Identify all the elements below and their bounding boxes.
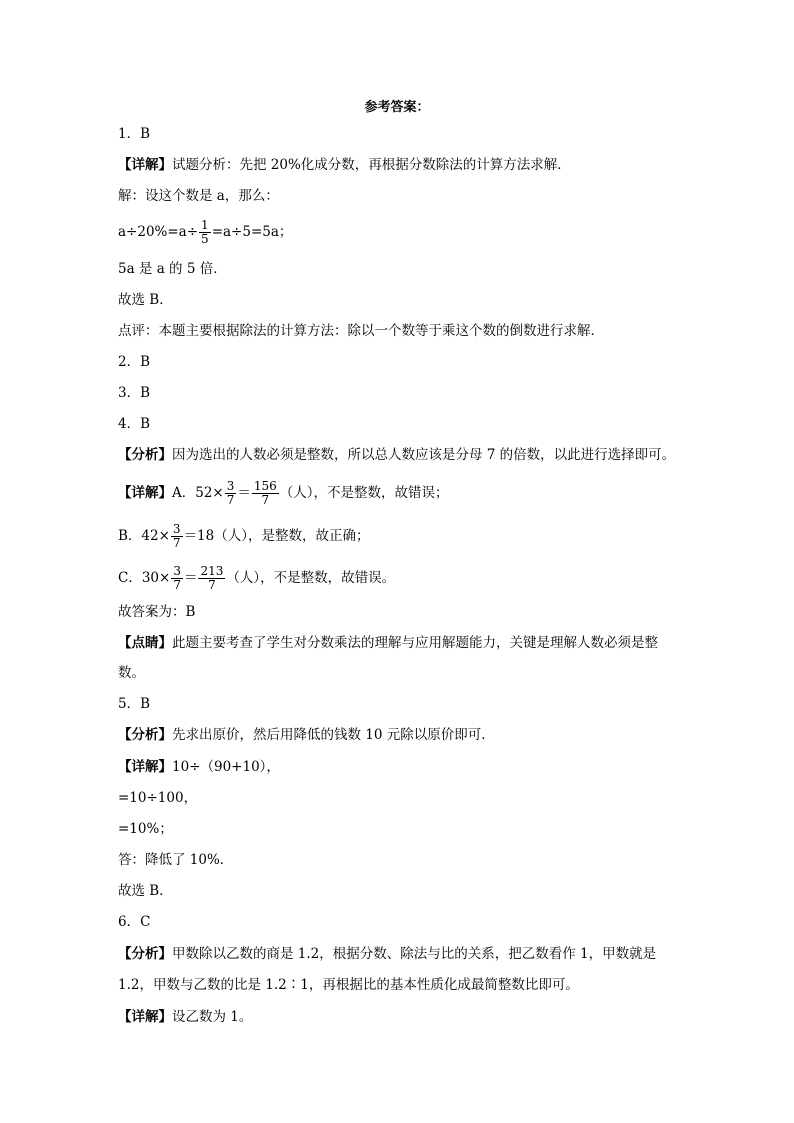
q2-answer: 2．B	[118, 354, 151, 370]
q6-detail-tag: 【详解】	[118, 1009, 172, 1025]
q5-analysis	[118, 725, 495, 745]
q4-review-cont: 数。	[118, 665, 145, 681]
q4-c-f1-den: 7	[173, 578, 181, 592]
q5-reply: 答：降低了 10%．	[118, 852, 234, 868]
q4-a-f2-num: 156	[253, 479, 277, 493]
q4-analysis	[118, 445, 675, 465]
q5-analysis-tag: 【分析】	[118, 727, 172, 743]
q4-c-eq: ＝	[183, 570, 198, 586]
q1-comment: 点评：本题主要根据除法的计算方法：除以一个数等于乘这个数的倒数进行求解．	[118, 323, 604, 339]
q4-c-f1-num: 3	[173, 564, 181, 578]
q4-c-suffix: （人），不是整数，故错误。	[226, 570, 396, 586]
q4-b-f1-den: 7	[172, 536, 181, 550]
q5-answer: 5．B	[118, 696, 151, 712]
q4-c-f2-num: 213	[200, 564, 224, 578]
q4-review-tag: 【点睛】	[118, 635, 172, 651]
q1-detail-text: 试题分析：先把 20%化成分数，再根据分数除法的计算方法求解．	[172, 157, 571, 173]
q4-review	[118, 633, 658, 653]
q4-review-text-1: 此题主要考查了学生对分数乘法的理解与应用解题能力，关键是理解人数必须是整	[172, 635, 658, 651]
q4-option-b	[118, 523, 370, 550]
q4-b-prefix: B．42×	[118, 528, 170, 544]
q4-c-fraction-2	[198, 565, 225, 592]
q5-step-1: =10÷100，	[118, 790, 198, 806]
q4-c-prefix: C．30×	[118, 570, 171, 586]
q4-a-f2-den: 7	[261, 493, 270, 507]
q5-choose: 故选 B．	[118, 883, 173, 899]
q4-option-c	[118, 565, 395, 592]
q4-final: 故答案为：B	[118, 604, 196, 620]
q1-choose: 故选 B．	[118, 292, 173, 308]
q4-a-fraction-1	[225, 480, 237, 507]
q1-eq-right: =a÷5=5a；	[211, 224, 293, 240]
q4-b-f1-num: 3	[172, 522, 181, 536]
q4-b-fraction	[171, 523, 183, 550]
q1-equation	[118, 219, 292, 246]
q5-step-2: =10%；	[118, 821, 173, 837]
q4-a-f1-den: 7	[226, 493, 235, 507]
q4-a-eq: ＝	[237, 485, 251, 501]
q5-analysis-text: 先求出原价，然后用降低的钱数 10 元除以原价即可．	[172, 727, 495, 743]
q1-eq-left: a÷20%=a÷	[118, 224, 199, 240]
q4-analysis-text: 因为选出的人数必须是整数，所以总人数应该是分母 7 的倍数，以此进行选择即可。	[172, 447, 676, 463]
q6-analysis-cont: 1.2，甲数与乙数的比是 1.2∶1，再根据比的基本性质化成最简整数比即可。	[118, 977, 579, 993]
q4-c-f2-den: 7	[208, 578, 216, 592]
q6-analysis-tag: 【分析】	[118, 946, 172, 962]
q3-answer: 3．B	[118, 385, 151, 401]
q1-detail-tag: 【详解】	[118, 157, 172, 173]
q6-answer: 6．C	[118, 914, 151, 930]
q1-detail	[118, 155, 571, 175]
q6-detail-text: 设乙数为 1。	[172, 1009, 253, 1025]
q6-analysis	[118, 944, 656, 964]
page-title: 参考答案：	[364, 100, 430, 115]
q4-c-fraction-1	[171, 565, 183, 592]
q4-a-suffix: （人），不是整数，故错误；	[279, 485, 449, 501]
q5-detail	[118, 757, 280, 777]
q1-result: 5a 是 a 的 5 倍．	[118, 261, 227, 277]
q4-a-prefix: A．52×	[172, 485, 224, 501]
q1-fraction	[199, 219, 211, 246]
q4-a-f1-num: 3	[226, 479, 235, 493]
q4-analysis-tag: 【分析】	[118, 447, 172, 463]
q1-solve: 解：设这个数是 a，那么：	[118, 188, 279, 204]
q4-option-a	[118, 480, 449, 507]
q4-detail-tag: 【详解】	[118, 485, 172, 501]
q5-detail-text: 10÷（90+10），	[172, 759, 280, 775]
q1-frac-den: 5	[201, 232, 209, 246]
q5-detail-tag: 【详解】	[118, 759, 172, 775]
q1-frac-num: 1	[201, 218, 209, 232]
q4-b-suffix: ＝18（人），是整数，故正确；	[183, 528, 370, 544]
q6-detail	[118, 1007, 252, 1027]
q6-analysis-text-1: 甲数除以乙数的商是 1.2，根据分数、除法与比的关系，把乙数看作 1，甲数就是	[172, 946, 657, 962]
q4-a-fraction-2	[252, 480, 279, 507]
q4-answer: 4．B	[118, 416, 151, 432]
q1-answer: 1．B	[118, 126, 151, 142]
